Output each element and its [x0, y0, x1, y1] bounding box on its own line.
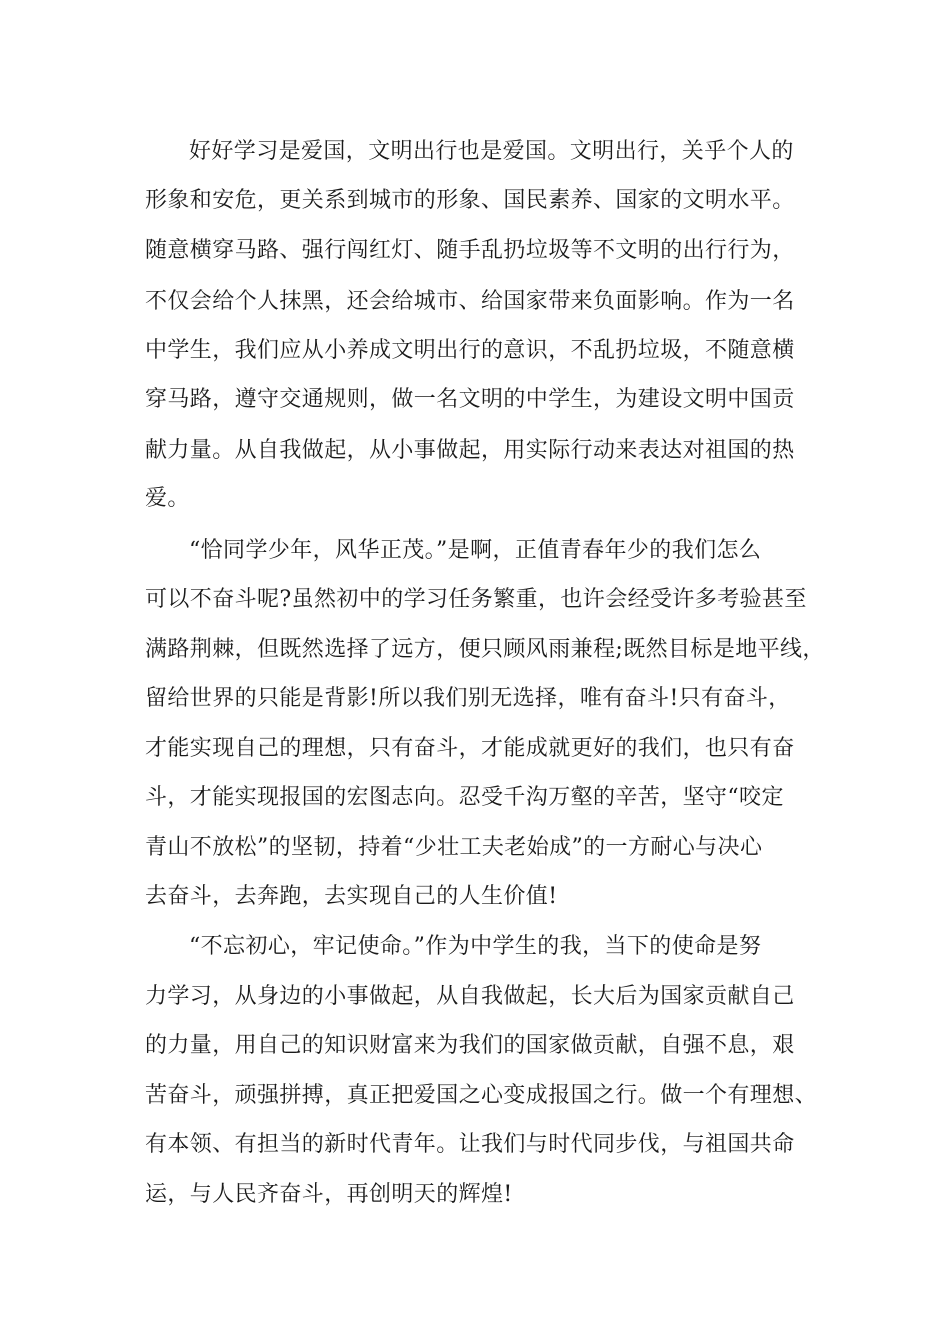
paragraph-2-line-2: 可以不奋斗呢?虽然初中的学习任务繁重，也许会经受许多考验甚至	[145, 587, 807, 612]
paragraph-1-line-1: 好好学习是爱国，文明出行也是爱国。文明出行，关乎个人的	[189, 139, 794, 164]
paragraph-3-line-1: “不忘初心，牢记使命。”作为中学生的我，当下的使命是努	[189, 934, 762, 959]
paragraph-1-line-3: 随意横穿马路、强行闯红灯、随手乱扔垃圾等不文明的出行行为，	[145, 238, 795, 263]
paragraph-3-line-4: 苦奋斗，顽强拼搏，真正把爱国之心变成报国之行。做一个有理想、	[145, 1083, 818, 1108]
paragraph-1-line-6: 穿马路，遵守交通规则，做一名文明的中学生，为建设文明中国贡	[145, 387, 795, 412]
paragraph-2-line-5: 才能实现自己的理想，只有奋斗，才能成就更好的我们，也只有奋	[145, 736, 795, 761]
paragraph-3-line-5: 有本领、有担当的新时代青年。让我们与时代同步伐，与祖国共命	[145, 1132, 795, 1157]
paragraph-2-line-4: 留给世界的只能是背影!所以我们别无选择，唯有奋斗!只有奋斗，	[145, 686, 791, 711]
paragraph-3-line-3: 的力量，用自己的知识财富来为我们的国家做贡献，自强不息，艰	[145, 1033, 795, 1058]
paragraph-1-line-7: 献力量。从自我做起，从小事做起，用实际行动来表达对祖国的热	[145, 438, 795, 463]
paragraph-3-line-6: 运，与人民齐奋斗，再创明天的辉煌!	[145, 1182, 513, 1207]
paragraph-2-line-3: 满路荆棘，但既然选择了远方，便只顾风雨兼程;既然目标是地平线，	[145, 637, 825, 662]
paragraph-2-line-6: 斗，才能实现报国的宏图志向。忍受千沟万壑的辛苦，坚守“咬定	[145, 785, 784, 810]
paragraph-1-line-4: 不仅会给个人抹黑，还会给城市、给国家带来负面影响。作为一名	[145, 289, 795, 314]
paragraph-1-line-8: 爱。	[145, 486, 190, 511]
paragraph-2-line-1: “恰同学少年，风华正茂。”是啊，正值青春年少的我们怎么	[189, 538, 762, 563]
paragraph-2-line-7: 青山不放松”的坚韧，持着“少壮工夫老始成”的一方耐心与决心	[145, 835, 763, 860]
paragraph-3-line-2: 力学习，从身边的小事做起，从自我做起，长大后为国家贡献自己	[145, 984, 795, 1009]
paragraph-1-line-2: 形象和安危，更关系到城市的形象、国民素养、国家的文明水平。	[145, 188, 795, 213]
paragraph-2-line-8: 去奋斗，去奔跑，去实现自己的人生价值!	[145, 884, 558, 909]
paragraph-1-line-5: 中学生，我们应从小养成文明出行的意识，不乱扔垃圾，不随意横	[145, 338, 795, 363]
